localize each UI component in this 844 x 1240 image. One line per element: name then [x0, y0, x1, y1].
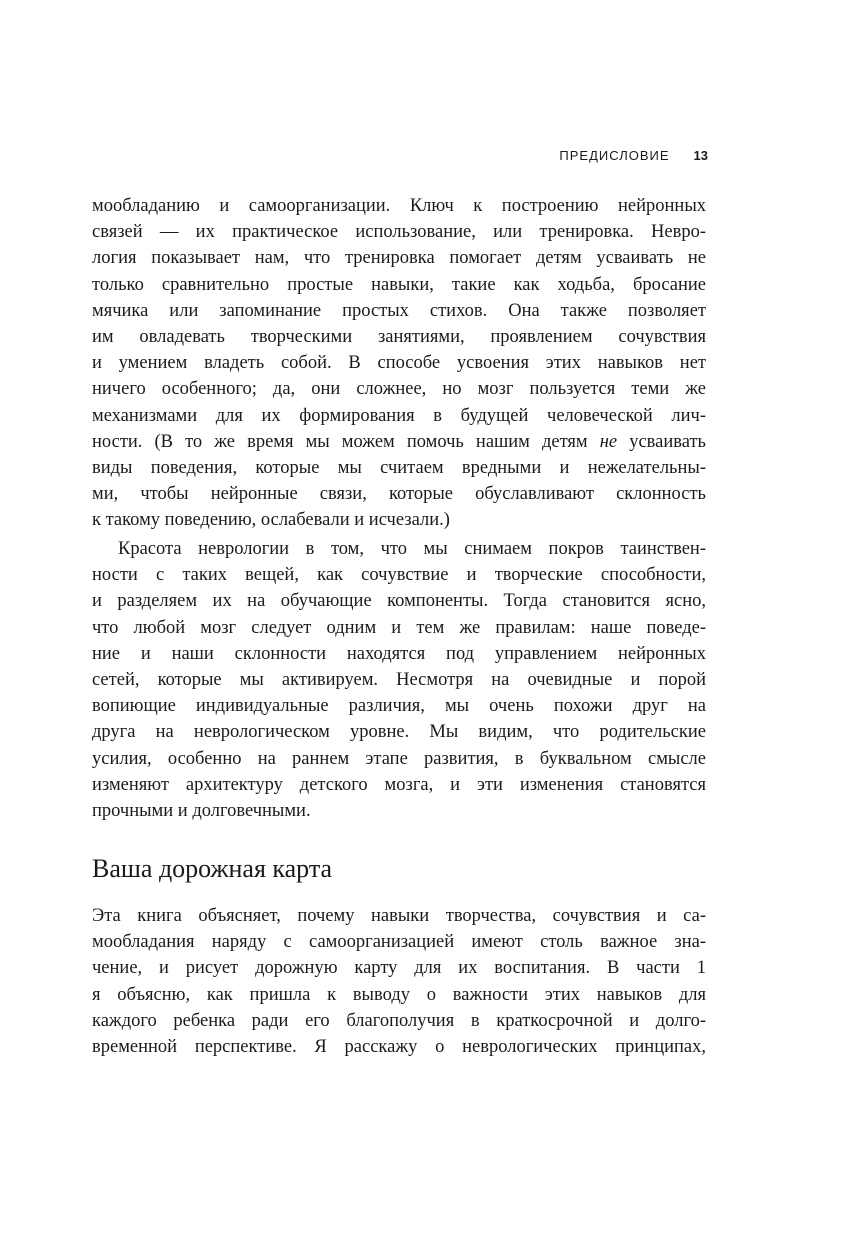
text-line: к такому поведению, ослабевали и исчезали.)	[92, 510, 450, 531]
text-line: виды поведения, которые мы считаем вредными и нежелательны-	[92, 457, 706, 478]
text-line	[92, 429, 706, 455]
text-line: им овладевать творческими занятиями, проявлением сочувствия	[92, 326, 706, 347]
text-line: вопиющие индивидуальные различия, мы очень похожи друг на	[92, 696, 706, 717]
text-line: мообладанию и самоорганизации. Ключ к построению нейронных	[92, 196, 706, 216]
text-line: логия показывает нам, что тренировка помогает детям усваивать не	[92, 248, 706, 269]
page-number: 13	[693, 148, 708, 163]
paragraph-3	[92, 903, 706, 1060]
text-fragment: усваивать	[617, 431, 706, 452]
text-line: сетей, которые мы активируем. Несмотря на очевидные и порой	[92, 669, 706, 690]
text-line: я объясню, как пришла к выводу о важности этих навыков для	[92, 984, 706, 1005]
text-line: ничего особенного; да, они сложнее, но мозг пользуется теми же	[92, 379, 706, 400]
emphasis-text: не	[599, 431, 618, 452]
text-line: ности с таких вещей, как сочувствие и творческие способности,	[92, 565, 706, 586]
text-line: Эта книга объясняет, почему навыки творчества, сочувствия и са-	[92, 906, 706, 926]
text-line: мообладания наряду с самоорганизацией имеют столь важное зна-	[92, 932, 706, 953]
text-line: чение, и рисует дорожную карту для их воспитания. В части 1	[92, 958, 706, 979]
text-line: друга на неврологическом уровне. Мы видим, что родительские	[92, 722, 706, 743]
text-line: и умением владеть собой. В способе усвоения этих навыков нет	[92, 353, 706, 374]
paragraph-1	[92, 193, 706, 533]
text-line: мячика или запоминание простых стихов. Она также позволяет	[92, 300, 706, 321]
text-line: и разделяем их на обучающие компоненты. Тогда становится ясно,	[92, 591, 706, 612]
text-line: прочными и долговечными.	[92, 800, 311, 821]
text-fragment: ности. (В то же время мы можем помочь нашим детям	[92, 431, 600, 452]
text-line: временной перспективе. Я расскажу о неврологических принципах,	[92, 1036, 706, 1057]
section-heading: Ваша дорожная карта	[92, 854, 333, 883]
paragraph-2	[92, 536, 706, 824]
text-line: только сравнительно простые навыки, такие как ходьба, бросание	[92, 274, 706, 295]
text-line: ми, чтобы нейронные связи, которые обуславливают склонность	[92, 484, 706, 505]
text-line: каждого ребенка ради его благополучия в краткосрочной и долго-	[92, 1010, 706, 1031]
text-line: механизмами для их формирования в будущей человеческой лич-	[92, 405, 706, 426]
text-line: усилия, особенно на раннем этапе развития, в буквальном смысле	[92, 748, 706, 769]
running-head-title: ПРЕДИСЛОВИЕ	[559, 148, 670, 163]
text-line: связей — их практическое использование, или тренировка. Невро-	[92, 222, 706, 243]
text-line: изменяют архитектуру детского мозга, и эти изменения становятся	[92, 774, 706, 795]
text-line: ние и наши склонности находятся под управлением нейронных	[92, 643, 706, 664]
text-line: что любой мозг следует одним и тем же правилам: наше поведе-	[92, 617, 706, 638]
text-line: Красота неврологии в том, что мы снимаем покров таинствен-	[118, 539, 706, 559]
running-head	[559, 148, 708, 163]
